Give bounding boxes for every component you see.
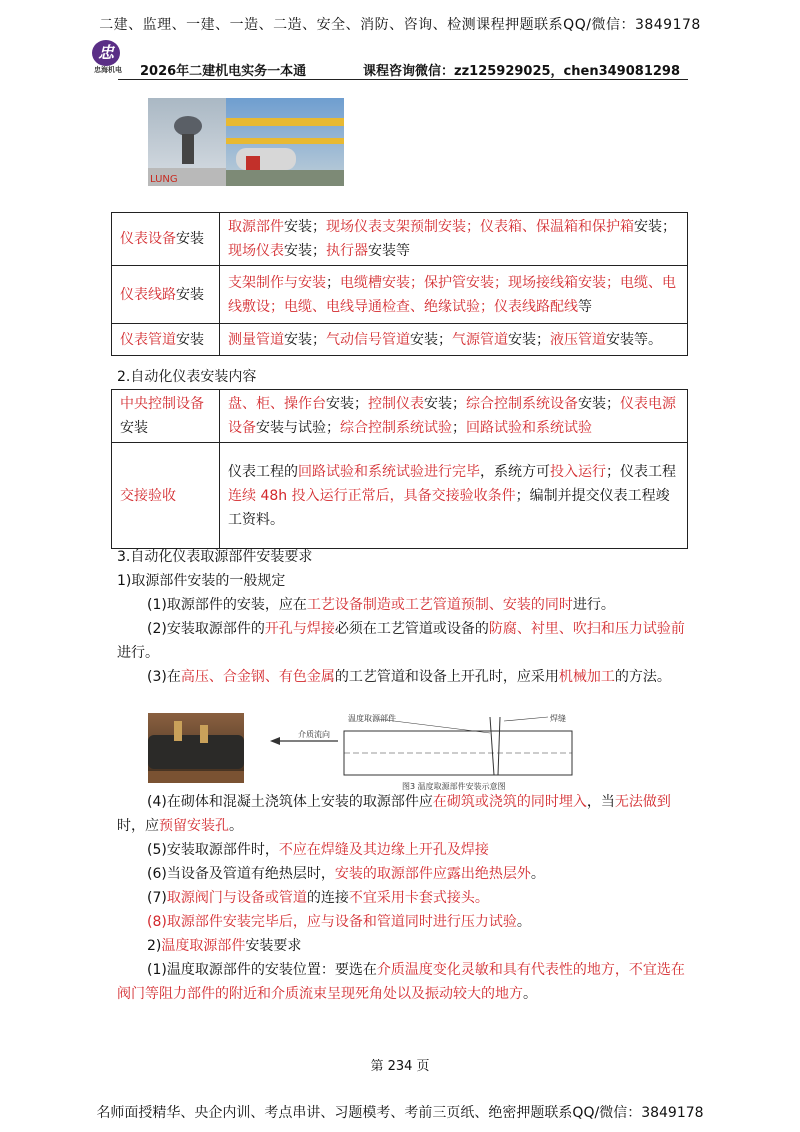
paragraph-text: 必须在工艺管道或设备的 (334, 621, 489, 637)
photo-instrument-gauge (148, 98, 226, 186)
paragraph-text: 工艺设备制造或工艺管道预制、安装的同时 (306, 597, 573, 613)
row-content-text: 安装； (410, 331, 452, 348)
row-content-text: 安装等。 (606, 331, 662, 348)
row-content-text: 气动信号管道 (326, 331, 410, 348)
figure-caption: 图3 温度取源部件安装示意图 (402, 782, 506, 791)
row-content-text: 电缆、电线敷设； (228, 274, 676, 315)
row-content-text: ，系统方可 (480, 463, 550, 480)
paragraph-text: 。 (523, 986, 537, 1002)
figure-label-part: 温度取源部件 (348, 714, 396, 723)
row-content-text: 安装； (284, 331, 326, 348)
paragraph-text: (1)温度取源部件的安装位置：要选在 (147, 962, 377, 978)
bottom-banner: 名师面授精华、央企内训、考点串讲、习题模考、考前三页纸、绝密押题联系QQ/微信：3849178 (96, 1105, 704, 1121)
row-content-text: 仪表电源设备 (228, 396, 676, 436)
paragraph-text: 的工艺管道和设备上开孔时，应采用 (334, 669, 559, 685)
instrument-photo (148, 98, 344, 186)
row-content-text: 安装等 (368, 243, 410, 259)
paragraph-text: 。 (516, 914, 531, 930)
row-content-text: 保护管安装； (424, 274, 508, 291)
header-divider (118, 79, 688, 80)
row-label-tail: 安装 (120, 420, 148, 436)
row-label (112, 390, 220, 443)
paragraph-text: (3)在 (147, 669, 181, 685)
row-content-text: ；仪表工程 (606, 463, 676, 480)
paragraph (117, 617, 689, 665)
logo (86, 40, 130, 74)
row-label-tail: 安装 (176, 331, 204, 348)
paragraph (117, 958, 689, 1006)
paragraph-text: 预留安装孔 (159, 818, 229, 834)
paragraph-text: 防腐、衬里、吹扫和压力试验前 (488, 621, 685, 637)
paragraph-text: 无法做到 (614, 794, 671, 810)
row-label-main: 仪表线路 (120, 286, 176, 303)
paragraph-text: 开孔与焊接 (264, 621, 335, 637)
row-content-text: 测量管道 (228, 331, 284, 348)
row-label (112, 443, 220, 549)
row-label (112, 266, 220, 324)
paragraph-text: 不应在焊缝及其边缘上开孔及焊接 (278, 842, 489, 858)
row-content (220, 324, 688, 356)
row-content (220, 443, 688, 549)
paragraph-text: 在砌筑或浇筑的同时埋入 (432, 794, 587, 810)
figure-label-weld: 焊缝 (550, 714, 566, 723)
row-content-text: 综合控制系统设备 (466, 396, 578, 412)
row-content-text: 综合控制系统试验 (340, 420, 452, 436)
row-content-text: 仪表工程的 (228, 463, 298, 480)
row-content-text: 安装； (284, 219, 326, 235)
paragraph-text: (6)当设备及管道有绝热层时， (147, 866, 335, 882)
row-content-text: 取源部件 (228, 219, 284, 235)
row-content (220, 390, 688, 443)
row-content-text: 仪表箱、保温箱和保护箱 (480, 219, 634, 235)
paragraph-text: 。 (229, 818, 243, 834)
row-content-text: ； (452, 420, 466, 436)
row-content-text: 安装与试验； (256, 420, 340, 436)
paragraph-text: (1)取源部件的安装，应在 (147, 597, 307, 613)
paragraph-text: 安装的取源部件应露出绝热层外 (334, 866, 531, 882)
row-content-text: 安装； (424, 396, 466, 412)
paragraph-text: (7) (147, 890, 167, 906)
paragraph (117, 838, 689, 862)
row-content-text: 仪表线路配线 (494, 298, 578, 315)
row-content-text: 盘、柜、操作台 (228, 396, 326, 412)
paragraph (117, 593, 689, 617)
row-content-text: 安装； (284, 243, 326, 259)
row-content-text: 安装； (508, 331, 550, 348)
figure-photo-pipe (148, 713, 244, 783)
row-content-text: 电缆、电线导通检查、绝缘试验； (284, 298, 494, 315)
section-heading-2: 2.自动化仪表安装内容 (117, 369, 257, 385)
logo-mark: 忠 (92, 40, 120, 66)
header-contact: 课程咨询微信：zz125929025，chen349081298 (363, 64, 680, 79)
paragraph (117, 862, 689, 886)
row-content-text: 投入运行 (550, 463, 606, 480)
row-label (112, 213, 220, 266)
subsection-heading: 1)取源部件安装的一般规定 (117, 573, 286, 589)
row-content (220, 266, 688, 324)
row-content-text: 控制仪表 (368, 396, 424, 412)
row-label-tail: 安装 (176, 231, 204, 247)
table-row (112, 266, 688, 324)
section-heading-3: 3.自动化仪表取源部件安装要求 (117, 549, 313, 565)
paragraph-text: 。 (530, 866, 545, 882)
row-content-text: 现场接线箱安装； (508, 274, 620, 291)
paragraph-text: (4)在砌体和混凝土浇筑体上安装的取源部件应 (147, 794, 433, 810)
paragraph (117, 910, 689, 934)
paragraph-text: (2)安装取源部件的 (147, 621, 265, 637)
paragraph-text: 进行。 (572, 597, 615, 613)
paragraph-text: 高压、合金钢、有色金属 (180, 669, 335, 685)
paragraph-text: (8)取源部件安装完毕后，应与设备和管道同时进行压力试验 (147, 914, 517, 930)
figure-label-flow: 介质流向 (298, 730, 330, 739)
paragraph-text: 安装要求 (245, 938, 302, 954)
row-label-main: 中央控制设备 (120, 396, 204, 412)
table-row (112, 443, 688, 549)
row-content (220, 213, 688, 266)
row-content-text: 支架制作与安装 (228, 274, 326, 291)
paragraph-text: 的连接 (306, 890, 349, 906)
row-content-text: 气源管道 (452, 331, 508, 348)
row-content-text: 等 (578, 298, 592, 315)
header-title: 2026年二建机电实务一本通 (140, 64, 307, 79)
row-content-text: 液压管道 (550, 331, 606, 348)
row-content-text: 回路试验和系统试验进行完毕 (298, 463, 480, 480)
automation-install-table (111, 389, 688, 549)
svg-text:LUNG: LUNG (150, 174, 178, 185)
paragraph-text: 时，应 (117, 818, 159, 834)
instrument-install-table (111, 212, 688, 356)
row-label (112, 324, 220, 356)
paragraph-text: 介质温度变化灵敏和具有代表性的地方，不宜选在阀门等阻力部件的附近和介质流束呈现死角处以及振动较大的地方 (117, 962, 685, 1002)
table-row (112, 324, 688, 356)
row-content-text: 执行器 (326, 243, 368, 259)
row-label-tail: 安装 (176, 286, 204, 303)
row-label-main: 仪表设备 (120, 231, 176, 247)
figure-diagram (258, 713, 610, 791)
paragraph-text: ，当 (586, 794, 615, 810)
paragraph (117, 665, 689, 689)
paragraph-text: 温度取源部件 (161, 938, 246, 954)
page-number: 第 234 页 (370, 1059, 430, 1074)
row-content-text: 连续 48h 投入运行正常后，具备交接验收条件 (228, 487, 516, 504)
paragraph (117, 934, 689, 958)
temperature-sensor-figure (148, 713, 566, 791)
paragraph-text: 机械加工 (558, 669, 615, 685)
row-content-text: 电缆槽安装； (340, 274, 424, 291)
paragraph-text: 取源阀门与设备或管道 (166, 890, 307, 906)
paragraph-text: 进行。 (117, 645, 159, 661)
paragraph-text: (5)安装取源部件时， (147, 842, 279, 858)
paragraph (117, 790, 689, 838)
row-content-text: 回路试验和系统试验 (466, 420, 592, 436)
paragraph (117, 886, 689, 910)
logo-text: 忠海机电 (94, 66, 122, 74)
row-label-main: 交接验收 (120, 487, 176, 504)
row-content-text: ； (326, 274, 340, 291)
photo-pipeline-site (226, 98, 344, 186)
row-content-text: 安装； (634, 219, 676, 235)
row-content-text: 现场仪表支架预制安装； (326, 219, 480, 235)
row-content-text: ；编制并提交仪表工程竣工资料。 (228, 487, 670, 528)
row-content-text: 现场仪表 (228, 243, 284, 259)
paragraph-text: 的方法。 (614, 669, 671, 685)
paragraph-text: 2) (147, 938, 162, 954)
top-banner: 二建、监理、一建、一造、二造、安全、消防、咨询、检测课程押题联系QQ/微信：3849178 (99, 17, 701, 33)
table-row (112, 390, 688, 443)
table-row (112, 213, 688, 266)
row-content-text: 安装； (578, 396, 620, 412)
paragraph-text: 不宜采用卡套式接头。 (348, 890, 489, 906)
row-label-main: 仪表管道 (120, 331, 176, 348)
row-content-text: 安装； (326, 396, 368, 412)
